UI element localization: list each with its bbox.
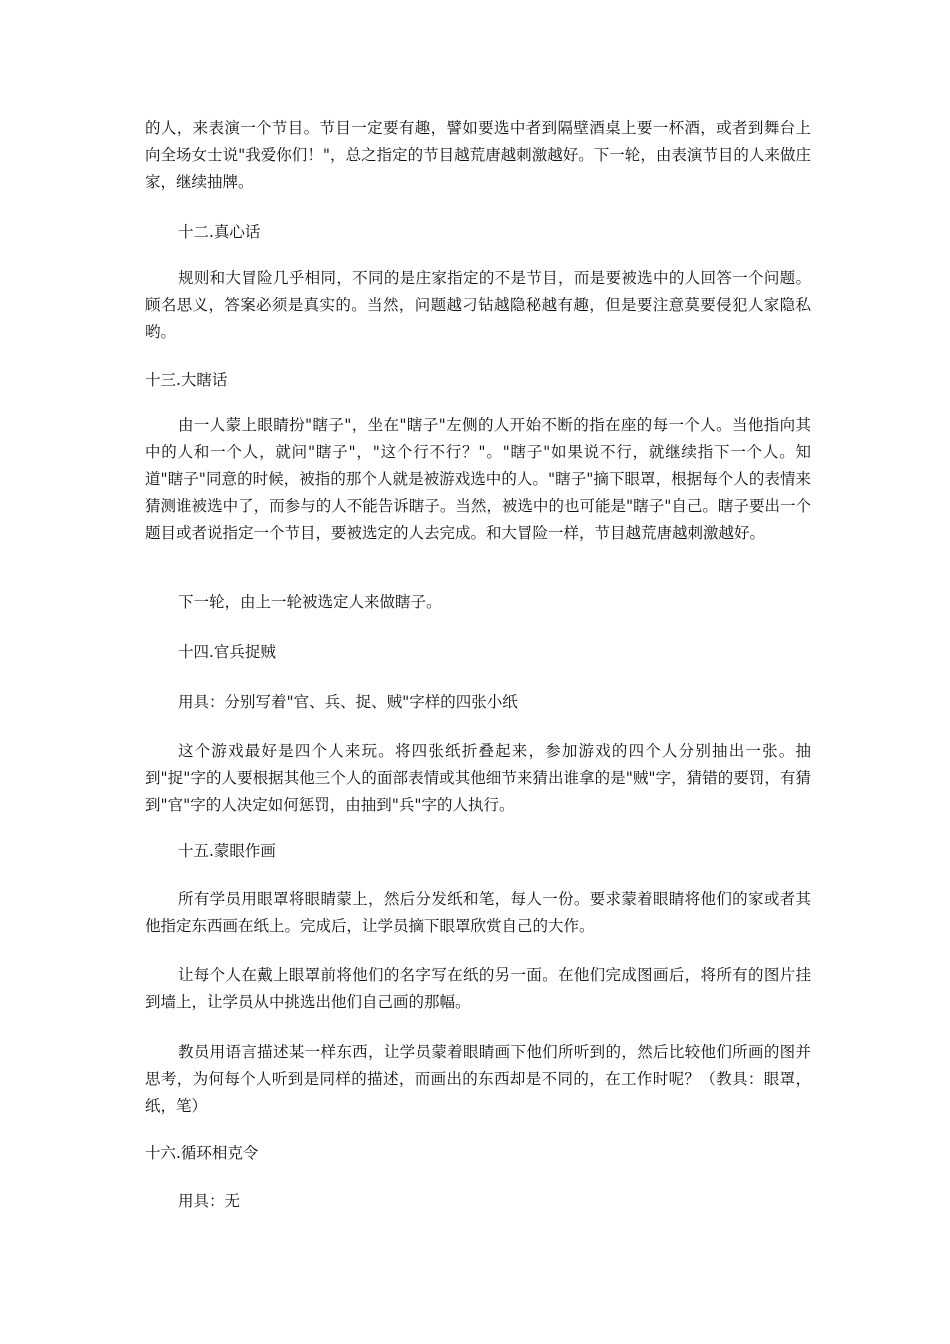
- heading-14-officer-catch-thief: 十四.官兵捉贼: [178, 643, 276, 661]
- heading-16-cycle-restraint: 十六.循环相克令: [145, 1144, 259, 1162]
- paragraph-officer-tools: 用具：分别写着"官、兵、捉、贼"字样的四张小纸: [178, 693, 518, 711]
- paragraph-cycle-tools: 用具：无: [178, 1192, 241, 1210]
- paragraph-truth-or-dare-continued: 的人，来表演一个节目。节目一定要有趣，譬如要选中者到隔壁酒桌上要一杯酒，或者到舞台上向全场女士说"我爱你们！"，总之指定的节目越荒唐越刺激越好。下一轮，由表演节目的人来做庄家，继续抽牌。: [145, 119, 811, 191]
- paragraph-officer-rules: 这个游戏最好是四个人来玩。将四张纸折叠起来，参加游戏的四个人分别抽出一张。抽到"捉"字的人要根据其他三个人的面部表情或其他细节来猜出谁拿的是"贼"字，猜错的要罚，有猜到"官"字的人决定如何惩罚，由抽到"兵"字的人执行。: [145, 742, 811, 814]
- heading-13-blind-talk: 十三.大瞎话: [145, 371, 228, 389]
- paragraph-blind-next-round: 下一轮，由上一轮被选定人来做瞎子。: [178, 593, 442, 611]
- paragraph-drawing-discussion: 教员用语言描述某一样东西，让学员蒙着眼睛画下他们所听到的，然后比较他们所画的图并思考，为何每个人听到是同样的描述，而画出的东西却是不同的，在工作时呢？（教具：眼罩，纸，笔）: [145, 1043, 811, 1115]
- paragraph-truth-rules: 规则和大冒险几乎相同，不同的是庄家指定的不是节目，而是要被选中的人回答一个问题。顾名思义，答案必须是真实的。当然，问题越刁钻越隐秘越有趣，但是要注意莫要侵犯人家隐私哟。: [145, 269, 811, 341]
- paragraph-blind-rules: 由一人蒙上眼睛扮"瞎子"，坐在"瞎子"左侧的人开始不断的指在座的每一个人。当他指向其中的人和一个人，就问"瞎子"，"这个行不行？"。"瞎子"如果说不行，就继续指下一个人。知道"瞎子"同意的时候，被指的那个人就是被游戏选中的人。"瞎子"摘下眼罩，根据每个人的表情来猜测谁被选中了，而参与的人不能告诉瞎子。当然，被选中的也可能是"瞎子"自己。瞎子要出一个题目或者说指定一个节目，要被选定的人去完成。和大冒险一样，节目越荒唐越刺激越好。: [145, 416, 811, 542]
- paragraph-drawing-names: 让每个人在戴上眼罩前将他们的名字写在纸的另一面。在他们完成图画后，将所有的图片挂到墙上，让学员从中挑选出他们自己画的那幅。: [145, 966, 811, 1011]
- heading-12-truth: 十二.真心话: [178, 223, 261, 241]
- heading-15-blindfold-drawing: 十五.蒙眼作画: [178, 842, 276, 860]
- paragraph-drawing-rules: 所有学员用眼罩将眼睛蒙上，然后分发纸和笔，每人一份。要求蒙着眼睛将他们的家或者其他指定东西画在纸上。完成后，让学员摘下眼罩欣赏自己的大作。: [145, 890, 811, 935]
